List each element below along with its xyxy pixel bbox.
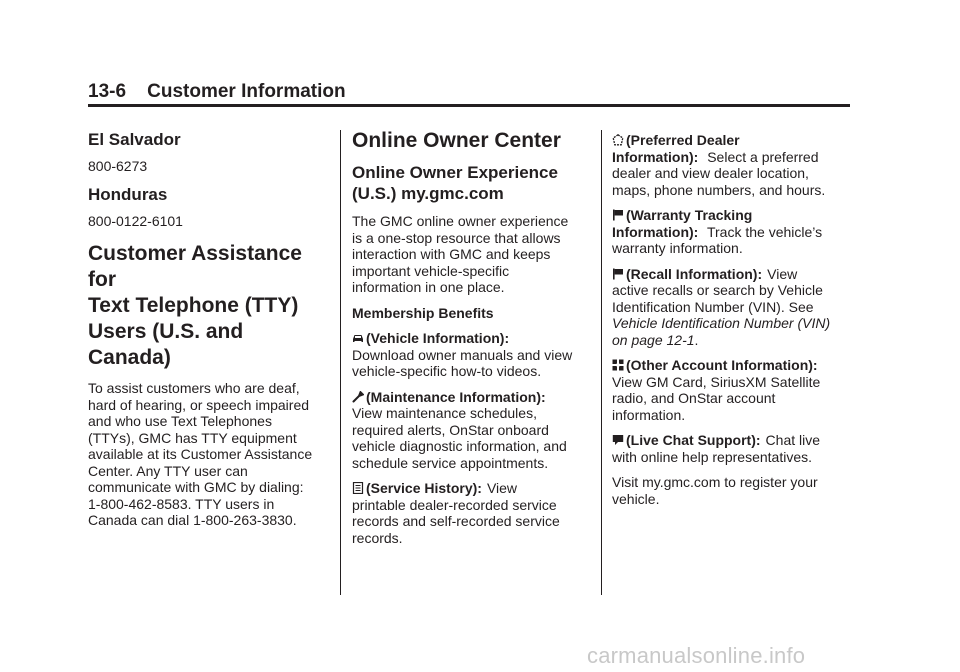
service-history-item [352, 480, 592, 546]
dealer-first-text: Select a preferred [707, 148, 819, 165]
column-2 [352, 128, 592, 546]
document-icon [352, 482, 364, 494]
intro-line: information in one place. [352, 279, 505, 295]
dealer-line: dealer and view dealer location, [612, 165, 809, 181]
tty-heading [88, 241, 328, 371]
preferred-dealer-label: (Preferred Dealer [626, 132, 740, 148]
flag-icon [612, 268, 624, 280]
vehicle-information-item [352, 330, 592, 380]
chat-first-text: Chat live [765, 432, 821, 448]
dealer-badge-icon [612, 134, 624, 146]
maintenance-line: required alerts, OnStar onboard [352, 421, 549, 438]
flag-icon [612, 209, 624, 221]
service-first-text: View [486, 480, 518, 496]
page-title: 13-6 Customer Information [88, 81, 346, 102]
vehicle-line: Download owner manuals and view [352, 346, 573, 363]
tty-heading-line: Text Telephone (TTY) [88, 294, 299, 317]
vehicle-line: vehicle-specific how-to videos. [352, 363, 542, 379]
subheading-line: Online Owner Experience [352, 163, 558, 182]
service-history-label: (Service History): [366, 480, 482, 496]
chat-bubble-icon [612, 434, 624, 446]
recall-information-label: (Recall Information): [626, 265, 763, 282]
el-salvador-heading: El Salvador [88, 130, 181, 149]
online-owner-experience-heading [352, 162, 592, 204]
vin-reference-page[interactable]: on page 12-1 [612, 331, 695, 348]
intro-paragraph [352, 213, 592, 296]
column-3 [612, 128, 852, 507]
account-line: radio, and OnStar account [612, 390, 776, 406]
maintenance-information-item [352, 389, 592, 472]
account-icon [612, 359, 624, 371]
wrench-icon [352, 391, 364, 403]
car-icon [352, 332, 364, 344]
vehicle-information-label: (Vehicle Information): [366, 330, 510, 346]
vin-reference-link[interactable]: Vehicle Identification Number (VIN) [612, 315, 831, 331]
recall-line: Identification Number (VIN). See [612, 298, 814, 315]
subheading-line: (U.S.) my.gmc.com [352, 184, 504, 203]
tty-line: available at its Customer Assistance [88, 446, 313, 462]
service-line: printable dealer-recorded service [352, 496, 557, 513]
tty-line: Canada can dial 1-800-263-3830. [88, 512, 297, 528]
tty-line: 1-800-462-8583. TTY users in [88, 495, 275, 512]
chat-line: with online help representatives. [612, 448, 813, 465]
visit-line: vehicle. [612, 490, 660, 507]
tty-line: To assist customers who are deaf, [88, 380, 300, 396]
service-line: records and self-recorded service [352, 513, 560, 529]
online-owner-center-heading: Online Owner Center [352, 129, 561, 152]
tty-heading-line: Users (U.S. and Canada) [88, 320, 244, 369]
maintenance-line: vehicle diagnostic information, and [352, 438, 567, 454]
tty-body [88, 380, 328, 529]
intro-line: interaction with GMC and keeps [352, 246, 551, 262]
warranty-tracking-item [612, 207, 852, 257]
visit-paragraph [612, 474, 852, 507]
maintenance-information-label: (Maintenance Information): [366, 388, 546, 405]
warranty-line: warranty information. [612, 240, 743, 256]
other-account-item [612, 357, 852, 423]
preferred-dealer-label: Information): [612, 148, 699, 165]
header-rule [88, 104, 850, 107]
column-divider-2 [601, 130, 602, 595]
el-salvador-phone: 800-6273 [88, 158, 148, 174]
tty-heading-line: Customer Assistance for [88, 242, 302, 291]
membership-benefits-label: Membership Benefits [352, 304, 494, 321]
watermark-text: carmanualsonline.info [587, 643, 806, 668]
visit-line: Visit my.gmc.com to register your [612, 474, 818, 490]
tty-line: (TTYs), GMC has TTY equipment [88, 429, 297, 446]
intro-line: is a one-stop resource that allows [352, 229, 561, 246]
column-1 [88, 128, 328, 529]
live-chat-item [612, 432, 852, 465]
account-line: information. [612, 406, 686, 423]
honduras-heading: Honduras [88, 184, 168, 204]
reference-period: . [694, 331, 699, 348]
dealer-line: maps, phone numbers, and hours. [612, 181, 826, 198]
live-chat-label: (Live Chat Support): [626, 432, 761, 448]
recall-first-text: View [767, 265, 798, 282]
warranty-tracking-label: (Warranty Tracking [626, 207, 753, 223]
service-line: records. [352, 529, 403, 546]
tty-line: Center. Any TTY user can [88, 462, 248, 479]
preferred-dealer-item [612, 132, 852, 198]
tty-line: and who use Text Telephones [88, 413, 272, 429]
tty-line: hard of hearing, or speech impaired [88, 396, 310, 413]
warranty-first-text: Track the vehicle’s [706, 223, 823, 240]
intro-line: The GMC online owner experience [352, 213, 569, 229]
tty-line: communicate with GMC by dialing: [88, 479, 304, 495]
column-divider-1 [340, 130, 341, 595]
maintenance-line: schedule service appointments. [352, 454, 549, 471]
recall-line: active recalls or search by Vehicle [612, 282, 823, 298]
page-header [88, 80, 850, 104]
warranty-tracking-label: Information): [612, 223, 699, 240]
intro-line: important vehicle-specific [352, 262, 510, 279]
honduras-phone: 800-0122-6101 [88, 212, 183, 229]
recall-information-item [612, 266, 852, 349]
other-account-label: (Other Account Information): [626, 357, 818, 373]
maintenance-line: View maintenance schedules, [352, 405, 537, 421]
account-line: View GM Card, SiriusXM Satellite [612, 373, 821, 390]
